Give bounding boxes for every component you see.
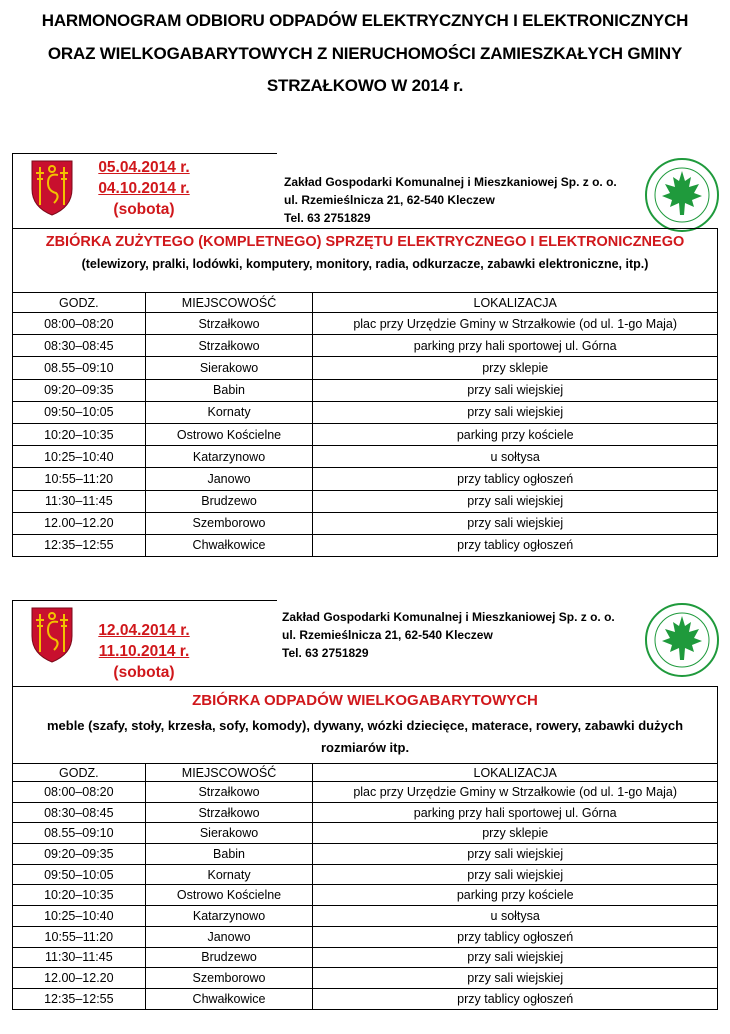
cell-place: Sierakowo bbox=[145, 357, 313, 379]
cell-location: u sołtysa bbox=[313, 446, 718, 468]
cell-place: Kornaty bbox=[145, 864, 313, 885]
cell-place: Chwałkowice bbox=[145, 534, 313, 556]
column-header-location: LOKALIZACJA bbox=[313, 764, 718, 782]
table-row bbox=[13, 468, 718, 490]
cell-time: 08.55–09:10 bbox=[13, 357, 146, 379]
column-header-location: LOKALIZACJA bbox=[313, 293, 718, 313]
page-title-line-1: HARMONOGRAM ODBIORU ODPADÓW ELEKTRYCZNYCH I ELEKTRONICZNYCH bbox=[41, 11, 689, 30]
cell-place: Strzałkowo bbox=[145, 313, 313, 335]
cell-time: 11:30–11:45 bbox=[13, 947, 146, 968]
collection-subheading: (telewizory, pralki, lodówki, komputery, monitory, radia, odkurzacze, zabawki elektroniczne, itp.) bbox=[81, 257, 649, 271]
collection-heading-box bbox=[12, 228, 718, 293]
cell-time: 10:55–11:20 bbox=[13, 926, 146, 947]
cell-place: Ostrowo Kościelne bbox=[145, 885, 313, 906]
cell-time: 12:35–12:55 bbox=[13, 534, 146, 556]
cell-time: 08:00–08:20 bbox=[13, 782, 146, 803]
cell-place: Janowo bbox=[145, 468, 313, 490]
company-phone: Tel. 63 2751829 bbox=[282, 646, 369, 660]
company-name: Zakład Gospodarki Komunalnej i Mieszkaniowej Sp. z o. o. bbox=[282, 610, 615, 624]
cell-location: parking przy kościele bbox=[313, 885, 718, 906]
cell-time: 10:20–10:35 bbox=[13, 885, 146, 906]
cell-location: przy tablicy ogłoszeń bbox=[313, 926, 718, 947]
cell-location: przy sali wiejskiej bbox=[313, 864, 718, 885]
table-row bbox=[13, 313, 718, 335]
cell-location: przy sali wiejskiej bbox=[313, 401, 718, 423]
collection-heading: ZBIÓRKA ZUŻYTEGO (KOMPLETNEGO) SPRZĘTU ELEKTRYCZNEGO I ELEKTRONICZNEGO bbox=[45, 234, 685, 250]
table-row bbox=[13, 926, 718, 947]
company-address: ul. Rzemieślnicza 21, 62-540 Kleczew bbox=[282, 628, 493, 642]
cell-location: przy tablicy ogłoszeń bbox=[313, 534, 718, 556]
cell-time: 09:50–10:05 bbox=[13, 864, 146, 885]
cell-time: 10:20–10:35 bbox=[13, 423, 146, 445]
cell-place: Ostrowo Kościelne bbox=[145, 423, 313, 445]
collection-weekday: (sobota) bbox=[113, 664, 175, 681]
table-row bbox=[13, 534, 718, 556]
cell-time: 08:30–08:45 bbox=[13, 335, 146, 357]
table-row bbox=[13, 335, 718, 357]
page-title-line-3: STRZAŁKOWO W 2014 r. bbox=[266, 76, 464, 95]
cell-time: 09:50–10:05 bbox=[13, 401, 146, 423]
collection-heading-box bbox=[12, 686, 718, 764]
cell-place: Strzałkowo bbox=[145, 802, 313, 823]
collection-dates bbox=[84, 157, 204, 220]
table-row bbox=[13, 947, 718, 968]
cell-place: Janowo bbox=[145, 926, 313, 947]
column-header-time: GODZ. bbox=[13, 764, 146, 782]
table-row bbox=[13, 401, 718, 423]
company-address: ul. Rzemieślnicza 21, 62-540 Kleczew bbox=[284, 193, 495, 207]
company-name: Zakład Gospodarki Komunalnej i Mieszkaniowej Sp. z o. o. bbox=[284, 175, 617, 189]
cell-place: Strzałkowo bbox=[145, 335, 313, 357]
cell-time: 12:35–12:55 bbox=[13, 988, 146, 1009]
municipal-crest-icon bbox=[30, 606, 74, 664]
column-header-place: MIEJSCOWOŚĆ bbox=[145, 764, 313, 782]
collection-heading: ZBIÓRKA ODPADÓW WIELKOGABARYTOWYCH bbox=[192, 692, 538, 709]
page-title-line-2: ORAZ WIELKOGABARYTOWYCH Z NIERUCHOMOŚCI ZAMIESZKAŁYCH GMINY bbox=[47, 44, 683, 63]
cell-time: 10:55–11:20 bbox=[13, 468, 146, 490]
table-row bbox=[13, 512, 718, 534]
column-header-place: MIEJSCOWOŚĆ bbox=[145, 293, 313, 313]
cell-time: 08.55–09:10 bbox=[13, 823, 146, 844]
cell-place: Brudzewo bbox=[145, 490, 313, 512]
cell-location: parking przy kościele bbox=[313, 423, 718, 445]
table-row bbox=[13, 906, 718, 927]
cell-place: Babin bbox=[145, 844, 313, 865]
company-info bbox=[282, 608, 615, 662]
table-row bbox=[13, 864, 718, 885]
collection-date-autumn: 04.10.2014 r. bbox=[98, 180, 190, 197]
cell-place: Sierakowo bbox=[145, 823, 313, 844]
cell-location: przy sali wiejskiej bbox=[313, 379, 718, 401]
company-info bbox=[284, 173, 617, 227]
table-row bbox=[13, 357, 718, 379]
table-row bbox=[13, 988, 718, 1009]
cell-place: Szemborowo bbox=[145, 968, 313, 989]
collection-date-spring: 05.04.2014 r. bbox=[98, 159, 190, 176]
cell-place: Katarzynowo bbox=[145, 446, 313, 468]
schedule-section-bulky bbox=[12, 600, 718, 1020]
cell-time: 08:30–08:45 bbox=[13, 802, 146, 823]
schedule-table bbox=[12, 292, 718, 557]
cell-place: Brudzewo bbox=[145, 947, 313, 968]
cell-location: przy sali wiejskiej bbox=[313, 512, 718, 534]
cell-place: Babin bbox=[145, 379, 313, 401]
collection-subheading: meble (szafy, stoły, krzesła, sofy, komody), dywany, wózki dziecięce, materace, rowery, zabawki dużych rozmiarów itp. bbox=[46, 718, 684, 755]
cell-place: Szemborowo bbox=[145, 512, 313, 534]
collection-date-spring: 12.04.2014 r. bbox=[98, 622, 190, 639]
schedule-table bbox=[12, 763, 718, 1010]
column-header-time: GODZ. bbox=[13, 293, 146, 313]
table-row bbox=[13, 379, 718, 401]
table-row bbox=[13, 844, 718, 865]
cell-location: przy sklepie bbox=[313, 357, 718, 379]
cell-location: parking przy hali sportowej ul. Górna bbox=[313, 335, 718, 357]
table-row bbox=[13, 423, 718, 445]
cell-time: 08:00–08:20 bbox=[13, 313, 146, 335]
collection-date-autumn: 11.10.2014 r. bbox=[98, 643, 190, 660]
cell-place: Katarzynowo bbox=[145, 906, 313, 927]
cell-place: Kornaty bbox=[145, 401, 313, 423]
cell-location: plac przy Urzędzie Gminy w Strzałkowie (od ul. 1-go Maja) bbox=[313, 782, 718, 803]
cell-location: parking przy hali sportowej ul. Górna bbox=[313, 802, 718, 823]
company-phone: Tel. 63 2751829 bbox=[284, 211, 371, 225]
cell-location: przy sklepie bbox=[313, 823, 718, 844]
table-row bbox=[13, 490, 718, 512]
schedule-section-electronics bbox=[12, 153, 718, 558]
municipal-crest-icon bbox=[30, 159, 74, 217]
table-row bbox=[13, 782, 718, 803]
cell-location: przy tablicy ogłoszeń bbox=[313, 468, 718, 490]
collection-dates bbox=[84, 620, 204, 683]
table-row bbox=[13, 823, 718, 844]
cell-location: przy tablicy ogłoszeń bbox=[313, 988, 718, 1009]
cell-location: przy sali wiejskiej bbox=[313, 968, 718, 989]
cell-time: 10:25–10:40 bbox=[13, 446, 146, 468]
cell-place: Strzałkowo bbox=[145, 782, 313, 803]
cell-time: 12.00–12.20 bbox=[13, 968, 146, 989]
table-row bbox=[13, 968, 718, 989]
table-row bbox=[13, 446, 718, 468]
table-row bbox=[13, 885, 718, 906]
cell-location: przy sali wiejskiej bbox=[313, 490, 718, 512]
cell-time: 09:20–09:35 bbox=[13, 379, 146, 401]
cell-time: 12.00–12.20 bbox=[13, 512, 146, 534]
cell-time: 09:20–09:35 bbox=[13, 844, 146, 865]
cell-location: przy sali wiejskiej bbox=[313, 844, 718, 865]
collection-weekday: (sobota) bbox=[113, 201, 175, 218]
cell-time: 11:30–11:45 bbox=[13, 490, 146, 512]
table-row bbox=[13, 802, 718, 823]
maple-leaf-logo-icon bbox=[644, 602, 720, 678]
cell-time: 10:25–10:40 bbox=[13, 906, 146, 927]
cell-location: u sołtysa bbox=[313, 906, 718, 927]
cell-location: przy sali wiejskiej bbox=[313, 947, 718, 968]
cell-location: plac przy Urzędzie Gminy w Strzałkowie (od ul. 1-go Maja) bbox=[313, 313, 718, 335]
cell-place: Chwałkowice bbox=[145, 988, 313, 1009]
maple-leaf-logo-icon bbox=[644, 157, 720, 233]
